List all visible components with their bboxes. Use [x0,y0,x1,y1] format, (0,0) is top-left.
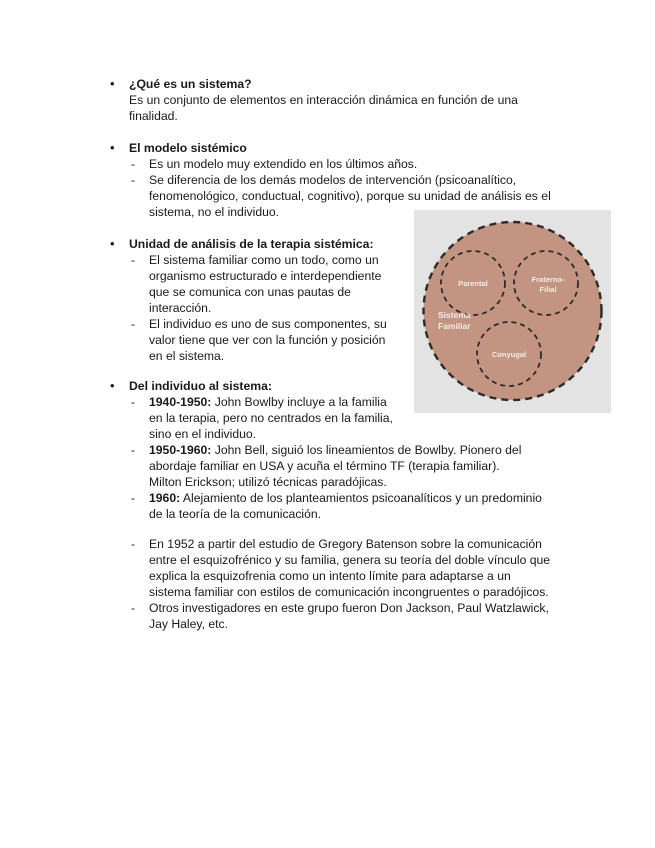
list-item-line: En 1952 a partir del estudio de Gregory Batenson sobre la comunicación [149,537,542,551]
paragraph-line: Es un conjunto de elementos en interacción dinámica en función de una [129,93,518,107]
list-item-line: organismo estructurado e interdependiente [149,269,382,283]
filial-label: Filial [539,285,557,294]
list-item-line: El sistema familiar como un todo, como un [149,253,379,267]
list-item-line [149,490,542,506]
list-item-line: Otros investigadores en este grupo fueron Don Jackson, Paul Watzlawick, [149,601,549,615]
list-item-line: Milton Erickson; utilizó técnicas paradójicas. [149,475,387,489]
familiar-label: Familiar [438,321,471,331]
conyugal-label: Conyugal [491,350,527,359]
list-item-line: sino en el individuo. [149,427,257,441]
list-item-line: fenomenológico, conductual, cognitivo), porque su unidad de análisis es el [149,189,551,203]
section-title-modelo: El modelo sistémico [129,141,247,155]
family-system-svg [414,210,611,413]
list-item-line: interacción. [149,301,212,315]
dash-marker: - [131,537,136,551]
dash-marker: - [131,601,136,615]
dash-marker: - [131,157,136,171]
year-label: 1940-1950: [149,395,212,409]
dash-marker: - [131,443,136,457]
list-item-line: abordaje familiar en USA y acuña el término TF (terapia familiar). [149,459,500,473]
section-title-individuo: Del individuo al sistema: [129,379,272,393]
paragraph-line: finalidad. [129,109,178,123]
family-system-diagram [414,210,611,413]
list-item-line: El individuo es uno de sus componentes, su [149,317,387,331]
dash-marker: - [131,491,136,505]
dash-marker: - [131,253,136,267]
year-label: 1950-1960: [149,443,212,457]
list-item-line: entre el esquizofrénico y su familia, genera su teoría del doble vínculo que [149,553,551,567]
parental-label: Parental [458,279,488,288]
list-item-line: explica la esquizofrenia como un intento límite para adaptarse a un [149,569,511,583]
section-title-unidad: Unidad de análisis de la terapia sistémica: [129,237,374,251]
list-item-line: valor tiene que ver con la función y posición [149,333,386,347]
dash-marker: - [131,395,136,409]
list-item-line: Jay Haley, etc. [149,617,229,631]
bullet-icon: • [110,76,115,91]
list-item-line [149,442,521,458]
year-label: 1960: [149,491,181,505]
fraterno-label: Fraterno- [531,275,565,284]
list-item-line: que se comunica con unas pautas de [149,285,351,299]
list-item-line: sistema familiar con estilos de comunicación incongruentes o paradójicos. [149,585,549,599]
list-item-line: sistema, no el individuo. [149,205,280,219]
list-item-line [149,394,387,410]
bullet-icon: • [110,378,115,393]
list-item-line: Se diferencia de los demás modelos de intervención (psicoanalítico, [149,173,517,187]
list-item-line: Es un modelo muy extendido en los últimos años. [149,157,418,171]
bullet-icon: • [110,236,115,251]
list-item-line: en la terapia, pero no centrados en la familia, [149,411,393,425]
list-item-text: John Bowlby incluye a la familia [211,395,387,409]
list-item-text: John Bell, siguió los lineamientos de Bowlby. Pionero del [211,443,522,457]
dash-marker: - [131,173,136,187]
list-item-line: en el sistema. [149,349,225,363]
sistema-label: Sistema [438,310,471,320]
list-item-text: Alejamiento de los planteamientos psicoanalíticos y un predominio [180,491,542,505]
list-item-line: de la teoría de la comunicación. [149,507,322,521]
section-title-sistema: ¿Qué es un sistema? [129,77,252,91]
dash-marker: - [131,317,136,331]
bullet-icon: • [110,140,115,155]
